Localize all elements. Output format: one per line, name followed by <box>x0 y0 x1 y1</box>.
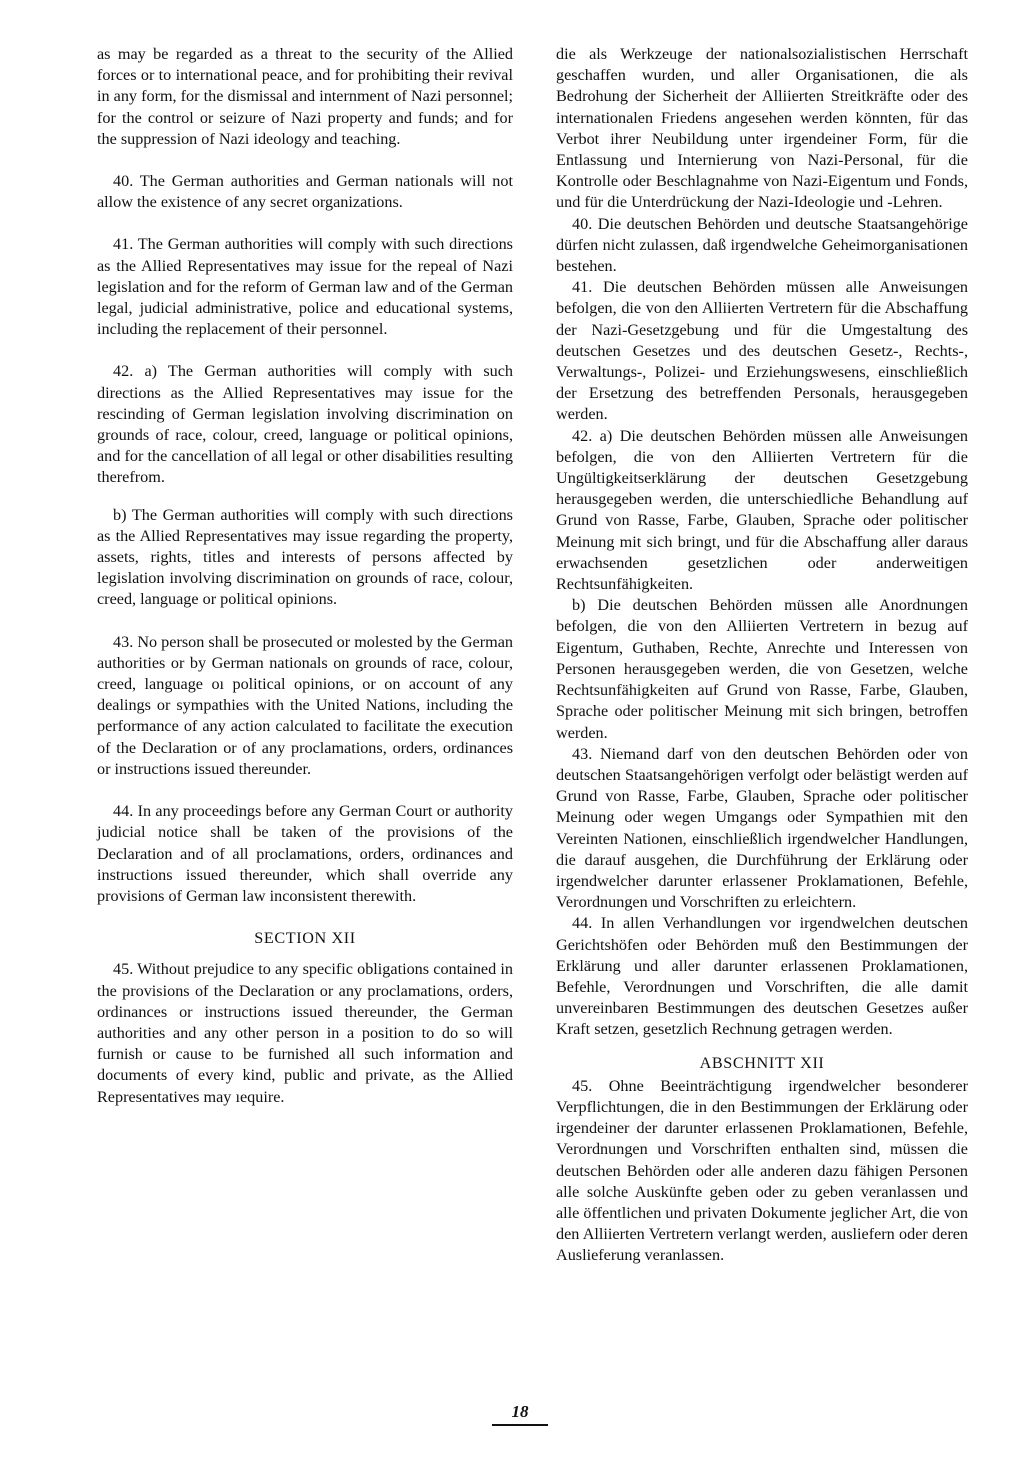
paragraph-41-en: 41. The German authorities will comply with such directions as the Allied Representatives may issue for the repeal of Nazi legislation and for the reform of German law and of the German legal, judicial administrative, police and educational systems, including the replacement of their personnel. <box>97 235 513 339</box>
page-number: 18 <box>492 1402 548 1426</box>
paragraph-continuation-de: die als Werkzeuge der nationalsozialistischen Herrschaft geschaffen wurden, und aller Organisationen, die als Bedrohung der Sicherheit der Alliierten Streitkräfte oder des internationalen Friedens angesehen werden könnten, für das Verbot ihrer Neubildung unter irgendeiner Form, für die Entlassung und Internierung von Nazi-Personal, für die Kontrolle oder Beschlagnahme von Nazi-Eigentum und Fonds, und für die Unterdrückung der Nazi-Ideologie und -Lehren. <box>556 45 968 212</box>
paragraph-43-en: 43. No person shall be prosecuted or molested by the German authorities or by German nationals on grounds of race, colour, creed, language oı political opinions, or on account of any dealings or sympathies with the United Nations, including the performance of any action calculated to facilitate the execution of the Declaration or of any proclamations, orders, ordinances or instructions issued thereunder. <box>97 632 513 778</box>
paragraph-40-de: 40. Die deutschen Behörden und deutsche Staatsangehörige dürfen nicht zulassen, daß irgendwelche Geheimorganisationen bestehen. <box>556 214 968 276</box>
paragraph-44-en: 44. In any proceedings before any German Court or authority judicial notice shall be taken of the provisions of the Declaration and of all proclamations, orders, ordinances and instructions issued thereunder, which shall override any provisions of German law inconsistent therewith. <box>97 802 513 905</box>
paragraph-45-de: 45. Ohne Beeinträchtigung irgendwelcher besonderer Verpflichtungen, die in den Bestimmungen der Erklärung oder irgendeiner der darunter erlassenen Proklamationen, Befehle, Verordnungen und Vorschriften enthalten sind, müssen die deutschen Behörden oder alle anderen dazu fähigen Personen alle solche Auskünfte geben oder zu geben veranlassen und alle öffentlichen und privaten Dokumente jeglicher Art, die von den Alliierten Vertretern verlangt werden, ausliefern oder deren Auslieferung veranlassen. <box>556 1076 968 1265</box>
section-heading-de: ABSCHNITT XII <box>699 1053 825 1072</box>
paragraph-42b-de: b) Die deutschen Behörden müssen alle Anordnungen befolgen, die von den Alliierten Vertretern in bezug auf Eigentum, Guthaben, Rechte, Anrechte und Interessen von Personen herausgegeben werden, die von Gesetzen, welche Rechtsunfähigkeiten auf Grund von Rasse, Farbe, Glauben, Sprache oder politischer Meinung mit sich bringen, betroffen werden. <box>556 596 968 742</box>
german-column <box>556 44 968 1267</box>
paragraph-42a-en: 42. a) The German authorities will comply with such directions as the Allied Representatives may issue for the rescinding of German legislation involving discrimination on grounds of race, colour, creed, language or political opinions, and for the cancellation of all legal or other disabilities resulting therefrom. <box>97 362 513 487</box>
paragraph-41-de: 41. Die deutschen Behörden müssen alle Anweisungen befolgen, die von den Alliierten Vertretern für die Abschaffung der Nazi-Gesetzgebung und für die Umgestaltung des deutschen Gesetzes und des deutschen Gesetz-, Rechts-, Verwaltungs-, Polizei- und Erziehungswesens, einschließlich der Ersetzung des betreffenden Personals, herausgegeben werden. <box>556 278 968 424</box>
paragraph-40-en: 40. The German authorities and German nationals will not allow the existence of any secret organizations. <box>97 172 513 212</box>
paragraph-45-en: 45. Without prejudice to any specific obligations contained in the provisions of the Declaration or any proclamations, orders, ordinances or instructions issued thereunder, the German authorities and any other person in a position to do so will furnish or cause to be furnished all such information and documents of every kind, public and private, as the Allied Representatives may ıequire. <box>97 960 513 1106</box>
paragraph-42b-en: b) The German authorities will comply with such directions as the Allied Representatives may issue regarding the property, assets, rights, titles and interests of persons affected by legislation involving discrimination on grounds of race, colour, creed, language or political opinions. <box>97 505 513 609</box>
section-heading-en: SECTION XII <box>254 929 356 948</box>
english-column <box>97 44 513 1108</box>
paragraph-continuation-en: as may be regarded as a threat to the security of the Allied forces or to international peace, and for prohibiting their revival in any form, for the dismissal and internment of Nazi personnel; for the control or seizure of Nazi property and funds; and for the suppression of Nazi ideology and teaching. <box>97 45 513 148</box>
paragraph-43-de: 43. Niemand darf von den deutschen Behörden oder von deutschen Staatsangehörigen verfolgt oder belästigt werden auf Grund von Rasse, Farbe, Glauben, Sprache oder politischer Meinung oder wegen Umgangs oder Sympathien mit den Vereinten Nationen, einschließlich irgendwelcher Handlungen, die darauf ausgehen, die Durchführung der Erklärung oder irgendwelcher darunter erlassener Proklamationen, Befehle, Verordnungen und Vorschriften zu erleichtern. <box>556 744 968 912</box>
paragraph-44-de: 44. In allen Verhandlungen vor irgendwelchen deutschen Gerichtshöfen oder Behörden muß den Bestimmungen der Erklärung und aller darunter erlassenen Proklamationen, Befehle, Verordnungen und Vorschriften, die alle damit unvereinbaren Bestimmungen des deutschen Gesetzes außer Kraft setzen, gesetzlich Rechnung getragen werden. <box>556 914 968 1039</box>
paragraph-42a-de: 42. a) Die deutschen Behörden müssen alle Anweisungen befolgen, die von den Alliierten Vertretern für die Ungültigkeitserklärung der deutschen Gesetzgebung herausgegeben werden, die unterschiedliche Behandlung auf Grund von Rasse, Farbe, Glauben, Sprache oder politischer Meinung mit sich bringt, und für die Abschaffung aller daraus erwachsenden gesetzlichen oder anderweitigen Rechtsunfähigkeiten. <box>556 426 968 594</box>
